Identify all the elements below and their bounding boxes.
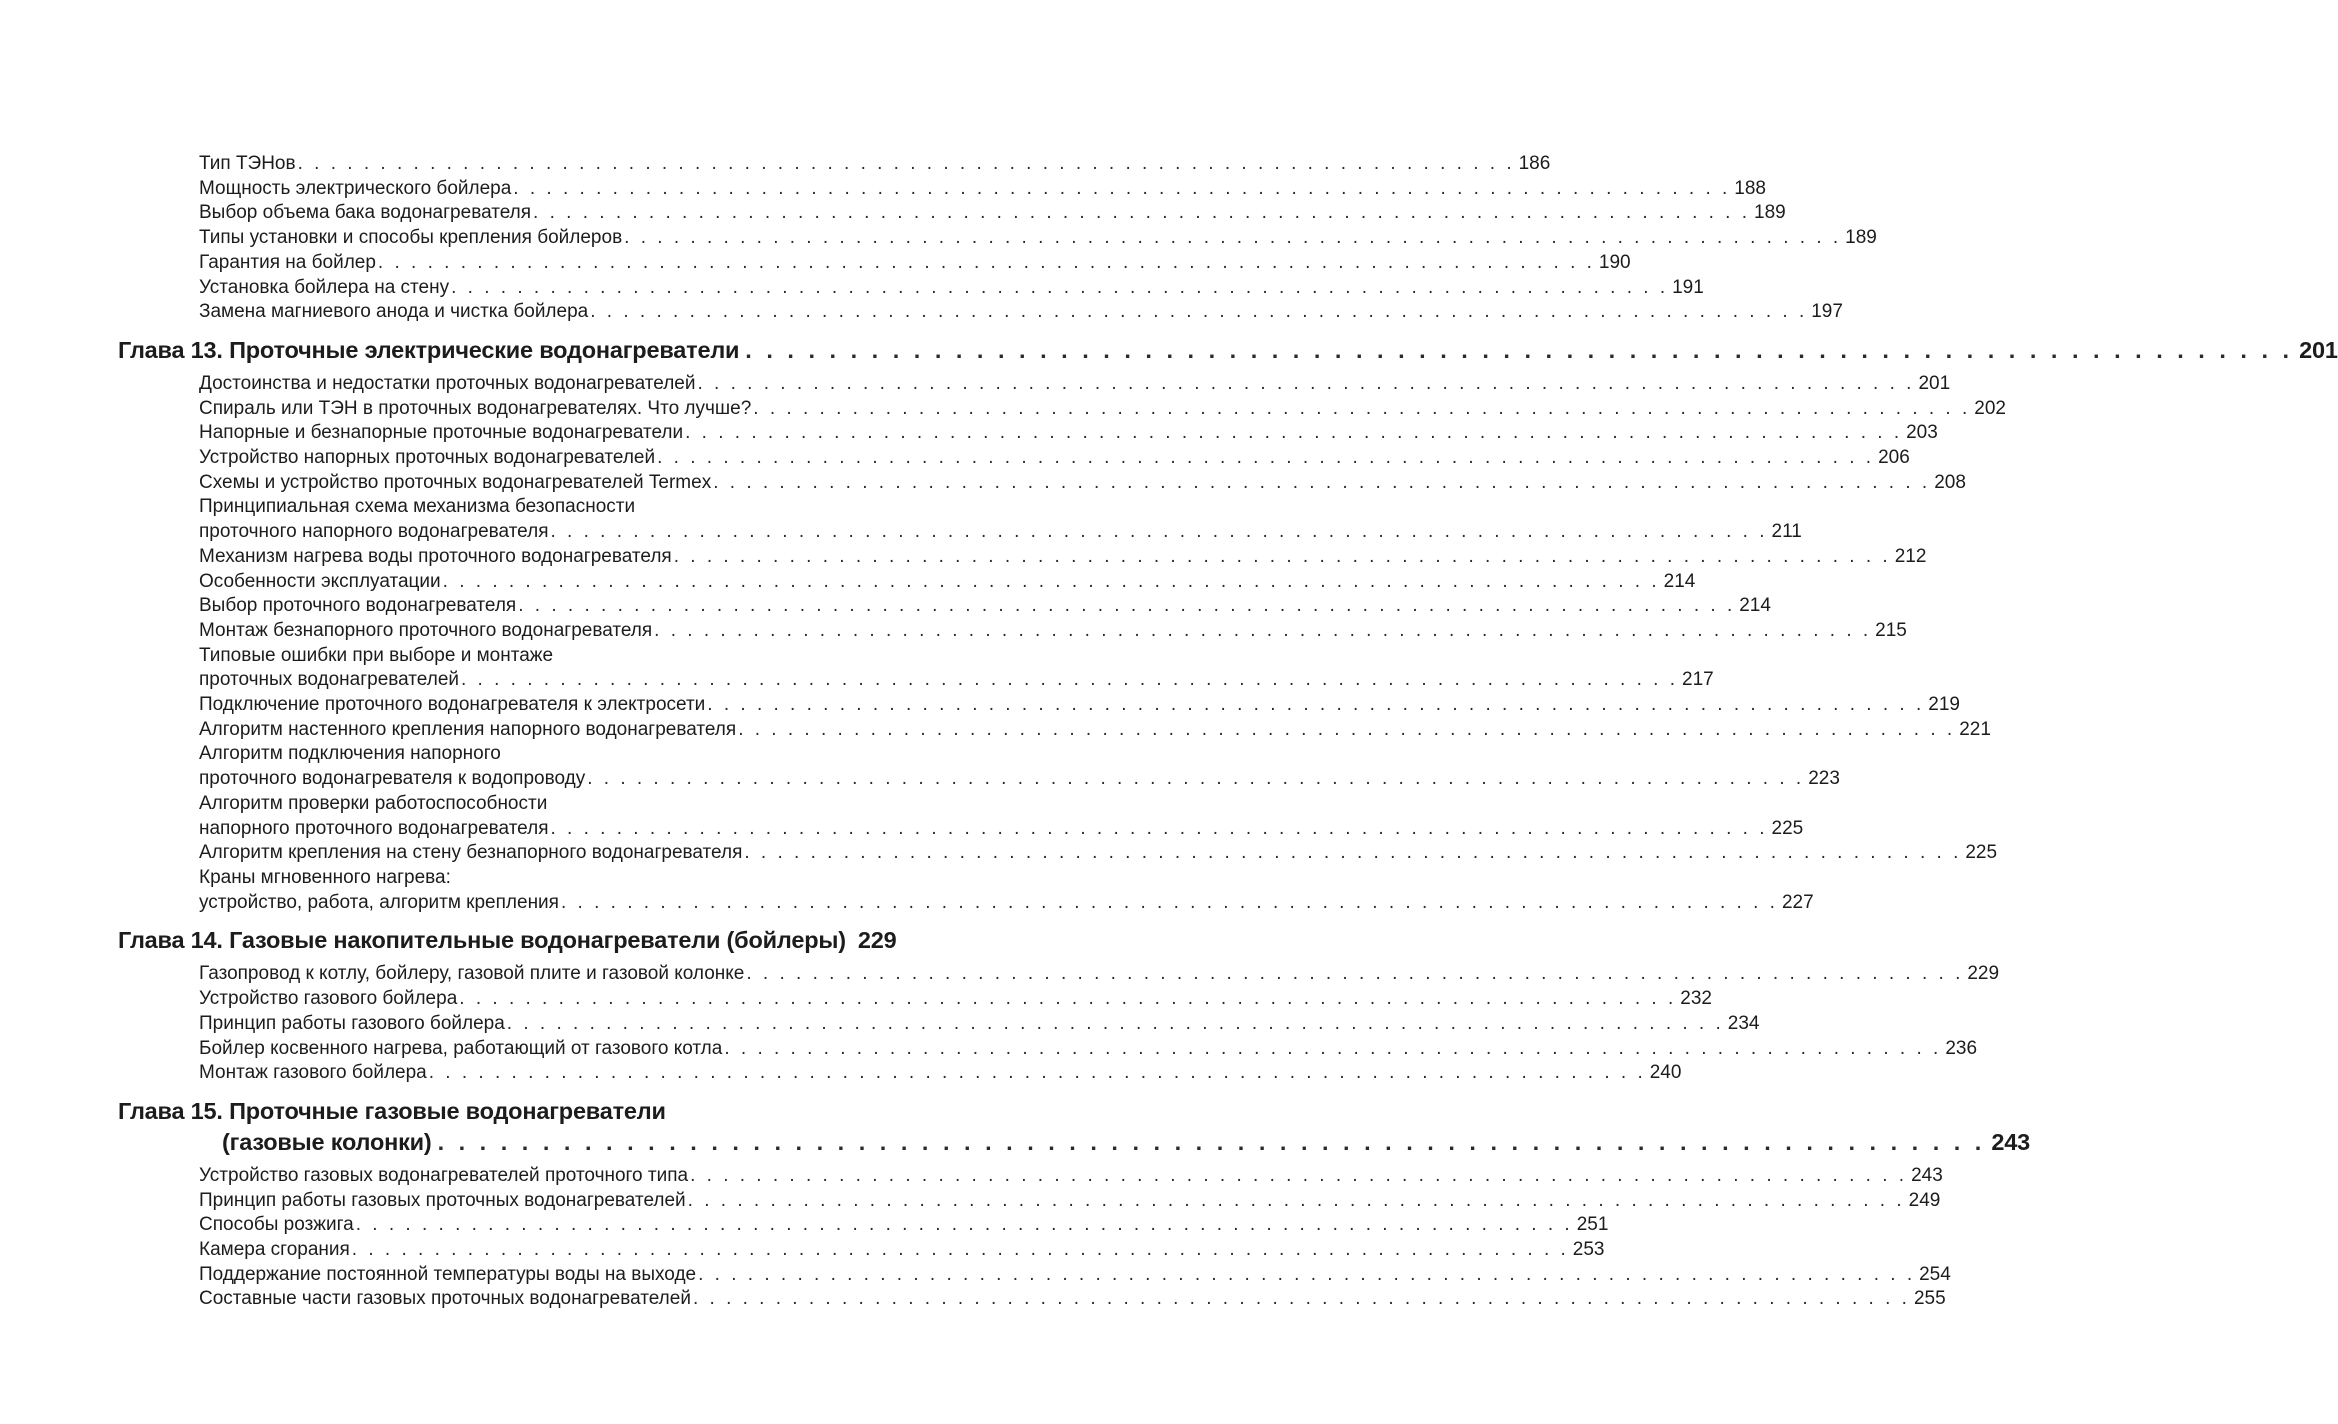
page-number: 225 (1965, 842, 1998, 864)
chapter-title-text: Глава 15. Проточные газовые водонагреватели (118, 1097, 666, 1124)
dot-leader: . . . . . . . . . . . . . . . . . . . . . . . . . . . . . . . . . . . . . . . . . . . . . . . . . . . . . . . . . . . . . . . . . . . . . . . . . . (297, 153, 1515, 174)
dot-leader: . . . . . . . . . . . . . . . . . . . . . . . . . . . . . . . . . . . . . . . . . . . . . . . . . . . . . . . . . . . . . . . . . . . . . . . . . . (685, 422, 1903, 444)
dot-leader: . . . . . . . . . . . . . . . . . . . . . . . . . . . . . . . . . . . . . . . . . . . . . . . . . . . . . . . . . . . . . . . . . . . . . . . . . . (697, 372, 1915, 394)
toc-entry-text: Напорные и безнапорные проточные водонагреватели (199, 422, 684, 444)
dot-leader: . . . . . . . . . . . . . . . . . . . . . . . . . . . . . . . . . . . . . . . . . . . . . . . . . . . . . . . . . . . . . . . . . . . . . . . . . . (724, 1037, 1942, 1059)
toc-entry-text: Принцип работы газовых проточных водонагревателей (199, 1189, 686, 1211)
toc-entry[interactable] (0, 177, 1766, 202)
page-number: 206 (1878, 447, 1910, 469)
dot-leader: . . . . . . . . . . . . . . . . . . . . . . . . . . . . . . . . . . . . . . . . . . . . . . . . . . . . . . . . . . . . . . . . . . . . . . . . . . (624, 227, 1842, 249)
toc-entry-text: Выбор проточного водонагревателя (199, 595, 517, 617)
toc-entry-text: Замена магниевого анода и чистка бойлера (199, 301, 589, 323)
toc-entry-text: Поддержание постоянной температуры воды на выходе (199, 1263, 697, 1285)
toc-entry-text: Спираль или ТЭН в проточных водонагревателях. Что лучше? (199, 397, 752, 419)
page-number: 201 (2299, 336, 2338, 363)
toc-entry-text: Мощность электрического бойлера (199, 177, 512, 199)
page-number: 251 (1576, 1214, 1609, 1236)
dot-leader: . . . . . . . . . . . . . . . . . . . . . . . . . . . . . . . . . . . . . . . . . . . . . . . . . . . . . . . . . . . . . . . . . . . . . . . . . . (355, 1214, 1573, 1236)
dot-leader: . . . . . . . . . . . . . . . . . . . . . . . . . . . . . . . . . . . . . . . . . . . . . . . . . . . . . . . . . . . . . . . . . . . . . . . . . . (587, 768, 1805, 790)
dot-leader: . . . . . . . . . . . . . . . . . . . . . . . . . . . . . . . . . . . . . . . . . . . . . . . . . . . . . . . . . . . . . . . . . . . . . . . . . . (698, 1263, 1916, 1285)
dot-leader: . . . . . . . . . . . . . . . . . . . . . . . . . . . . . . . . . . . . . . . . . . . . . . . . . . . . . . . . . . . . . . . . . . . . . . . . . . (692, 1288, 1910, 1310)
toc-entry[interactable] (0, 987, 1712, 1012)
toc-entry-text: проточного напорного водонагревателя (199, 521, 549, 543)
dot-leader: . . . . . . . . . . . . . . . . . . . . . . . . . . . . . . . . . . . . . . . . . . . . . . . . . . . . . . . . . . . . . . . . . . . . . . . . . . (518, 595, 1736, 617)
dot-leader: . . . . . . . . . . . . . . . . . . . . . . . . . . . . . . . . . . . . . . . . . . . . . . . . . . . . . . . . . . . . . . . . . . . . . . . . . . (738, 718, 1956, 740)
toc-entry-text: Устройство газовых водонагревателей проточного типа (199, 1164, 689, 1186)
toc-entry-text: напорного проточного водонагревателя (199, 817, 549, 839)
toc-entry[interactable] (0, 718, 1991, 743)
page-number: 214 (1739, 595, 1771, 617)
toc-entry-text: Механизм нагрева воды проточного водонагревателя (199, 545, 672, 567)
dot-leader: . . . . . . . . . . . . . . . . . . . . . . . . . . . . . . . . . . . . . . . . . . . . . . . . . . . . . . . . . . . . . . . . . . . . . . . . . . (713, 471, 1931, 493)
page-number: 243 (1991, 1128, 2030, 1155)
toc-entry-text: Бойлер косвенного нагрева, работающий от газового котла (199, 1037, 723, 1059)
toc-entry[interactable] (0, 520, 1802, 545)
toc-entry-line (0, 866, 880, 891)
page-number: 189 (1845, 227, 1877, 249)
toc-entry[interactable] (0, 545, 1927, 570)
page-number: 188 (1734, 177, 1766, 199)
toc-entry[interactable] (0, 841, 1998, 866)
toc-entry[interactable] (0, 446, 1910, 471)
chapter-title-text: Глава 14. Газовые накопительные водонагреватели (бойлеры) (118, 927, 846, 954)
dot-leader: . . . . . . . . . . . . . . . . . . . . . . . . . . . . . . . . . . . . . . . . . . . . . . . . . . . . . . . . . . . . . . . . . . . . . . . . . . (506, 1012, 1724, 1034)
toc-entry-text: Краны мгновенного нагрева: (199, 866, 451, 888)
toc-entry[interactable] (0, 693, 1960, 718)
page-number: 229 (857, 927, 897, 954)
toc-entry[interactable] (0, 767, 1840, 792)
toc-entry[interactable] (0, 817, 1804, 842)
toc-entry[interactable] (0, 226, 1877, 251)
toc-entry[interactable] (0, 1164, 1943, 1189)
toc-entry-text: Подключение проточного водонагревателя к электросети (199, 694, 706, 716)
toc-entry[interactable] (0, 372, 1951, 397)
toc-entry-line (0, 495, 880, 520)
toc-entry-text: Камера сгорания (199, 1239, 350, 1261)
dot-leader: . . . . . . . . . . . . . . . . . . . . . . . . . . . . . . . . . . . . . . . . . . . . . . . . . . . . . . . . . . . . . . . . . . . . . . . . . . (550, 817, 1768, 839)
page-number: 208 (1934, 471, 1966, 493)
chapter-heading[interactable] (0, 925, 897, 956)
dot-leader: . . . . . . . . . . . . . . . . . . . . . . . . . . . . . . . . . . . . . . . . . . . . . . . . . . . . . . . . . . . . . . . . . . . . . . . . . . (560, 891, 1778, 913)
dot-leader: . . . . . . . . . . . . . . . . . . . . . . . . . . . . . . . . . . . . . . . . . . . . . . . . . . . . . . . . . . . . . . . . . . . . . . . . . . (753, 397, 1971, 419)
page-number: 212 (1894, 545, 1927, 567)
dot-leader: . . . . . . . . . . . . . . . . . . . . . . . . . . . . . . . . . . . . . . . . . . . . . . . . . . . . . . . . . . . . . . . . . . . . . . . . . . (746, 963, 1964, 985)
toc-entry-text: Устройство газового бойлера (199, 988, 458, 1010)
toc-entry[interactable] (0, 152, 1551, 177)
table-of-contents (0, 152, 2338, 1312)
dot-leader: . . . . . . . . . . . . . . . . . . . . . . . . . . . . . . . . . . . . . . . . . . . . . . . . . . . . . . . . . . . . . . . . . . . . . . . . . . (744, 842, 1962, 864)
chapter-heading[interactable] (0, 335, 2338, 366)
dot-leader: . . . . . . . . . . . . . . . . . . . . . . . . . . . . . . . . . . . . . . . . . . . . . . . . . . . . . . . . . . . . . . . . . . . . . . . . . . (351, 1239, 1569, 1261)
toc-entry-text: Алгоритм настенного крепления напорного водонагревателя (199, 718, 737, 740)
toc-entry[interactable] (0, 1263, 1951, 1288)
toc-entry[interactable] (0, 668, 1714, 693)
page-number: 214 (1663, 570, 1696, 592)
chapter-heading[interactable] (0, 1127, 2030, 1158)
page-number: 255 (1913, 1288, 1946, 1310)
toc-entry[interactable] (0, 276, 1704, 301)
toc-entry-text: проточных водонагревателей (199, 669, 459, 691)
page-number: 254 (1919, 1263, 1951, 1285)
dot-leader: . . . . . . . . . . . . . . . . . . . . . . . . . . . . . . . . . . . . . . . . . . . . . . . . . . . . . . . . . . . . . . . . . . . . . . . . . . (707, 694, 1925, 716)
toc-entry-text: Принципиальная схема механизма безопасности (199, 496, 636, 518)
toc-entry[interactable] (0, 570, 1696, 595)
page-number: 189 (1754, 202, 1786, 224)
page-number: 240 (1649, 1062, 1682, 1084)
toc-entry[interactable] (0, 1012, 1760, 1037)
toc-entry[interactable] (0, 300, 1843, 325)
page-number: 234 (1727, 1012, 1760, 1034)
toc-entry-text: Устройство напорных проточных водонагревателей (199, 447, 656, 469)
toc-entry-text: Достоинства и недостатки проточных водонагревателей (199, 372, 696, 394)
dot-leader: . . . . . . . . . . . . . . . . . . . . . . . . . . . . . . . . . . . . . . . . . . . . . . . . . . . . . . . . . . . . . . . . . . . . . . . . . . (673, 545, 1891, 567)
page-number: 223 (1808, 768, 1840, 790)
dot-leader: . . . . . . . . . . . . . . . . . . . . . . . . . . . . . . . . . . . . . . . . . . . . . . . . . . . . . . . . . . . . . . . . . . . . . . . . . . (533, 202, 1751, 224)
page-number: 203 (1906, 422, 1938, 444)
page-number: 197 (1811, 301, 1843, 323)
page-number: 253 (1572, 1239, 1605, 1261)
toc-entry[interactable] (0, 891, 1814, 916)
chapter-title-text: Глава 13. Проточные электрические водонагреватели (118, 336, 740, 363)
toc-entry[interactable] (0, 1037, 1978, 1062)
chapter-title-line (0, 1096, 881, 1127)
toc-entry[interactable] (0, 1238, 1605, 1263)
dot-leader: . . . . . . . . . . . . . . . . . . . . . . . . . . . . . . . . . . . . . . . . . . . . . . . . . . . . . . . . . . . . . . . . . . . . . . . . . . (687, 1189, 1905, 1211)
toc-entry-line (0, 792, 880, 817)
toc-entry-text: Газопровод к котлу, бойлеру, газовой плите и газовой колонке (199, 963, 745, 985)
toc-entry[interactable] (0, 471, 1966, 496)
page-number: 201 (1918, 372, 1951, 394)
page-number: 227 (1781, 891, 1814, 913)
toc-entry-text: Способы розжига (199, 1214, 354, 1236)
dot-leader: . . . . . . . . . . . . . . . . . . . . . . . . . . . . . . . . . . . . . . . . . . . . . . . . . . . . . . . . . . . . . . . . . . . . . . . . . . (657, 447, 1875, 469)
toc-entry-text: Алгоритм крепления на стену безнапорного водонагревателя (199, 842, 743, 864)
page-number: 190 (1598, 251, 1631, 273)
toc-entry-text: Гарантия на бойлер (199, 251, 376, 273)
dot-leader: . . . . . . . . . . . . . . . . . . . . . . . . . . . . . . . . . . . . . . . . . . . . . . . . . . . . . . . . . . . . . . . . . . . . . . . . . . (459, 988, 1677, 1010)
page-number: 225 (1771, 817, 1804, 839)
toc-entry-text: Особенности эксплуатации (199, 570, 441, 592)
toc-entry-text: Алгоритм подключения напорного (199, 743, 501, 765)
dot-leader: . . . . . . . . . . . . . . . . . . . . . . . . . . . . . . . . . . . . . . . . . . . . . . . . . . . . . . . . . . . . . . . . . . . . . . . . . . (461, 669, 1678, 691)
toc-entry-line (0, 644, 880, 669)
dot-leader: . . . . . . . . . . . . . . . . . . . . . . . . . . . . . . . . . . . . . . . . . . . . . . . . . . . . . . . . . . . . . . . . . . . . . . . . . . (690, 1164, 1908, 1186)
toc-entry-text: Выбор объема бака водонагревателя (199, 202, 532, 224)
toc-entry-text: Тип ТЭНов (199, 153, 296, 174)
page-number: 219 (1928, 694, 1960, 716)
toc-entry[interactable] (0, 1213, 1609, 1238)
dot-leader: . . . . . . . . . . . . . . . . . . . . . . . . . . . . . . . . . . . . . . . . . . . . . . . . . . . . . . . . . . . . . . . . . . . . . . . . . . (377, 251, 1595, 273)
toc-entry-text: Составные части газовых проточных водонагревателей (199, 1288, 691, 1310)
toc-entry-text: Типовые ошибки при выборе и монтаже (199, 644, 554, 666)
page-number: 211 (1771, 521, 1802, 543)
dot-leader: . . . . . . . . . . . . . . . . . . . . . . . . . . . . . . . . . . . . . . . . . . . . . . . . . . . . . . . . . . . . . . . . . . . . . . . . . . (428, 1062, 1646, 1084)
toc-entry[interactable] (0, 421, 1938, 446)
toc-entry-text: Монтаж газового бойлера (199, 1062, 427, 1084)
toc-entry[interactable] (0, 619, 1907, 644)
toc-entry-text: устройство, работа, алгоритм крепления (199, 891, 559, 913)
dot-leader: . . . . . . . . . . . . . . . . . . . . . . . . . . . . . . . . . . . . . . . . . . . . . . . . . . . . . . . . . . . . . . . . . . . . . . . . . . (654, 619, 1872, 641)
toc-entry-line (0, 742, 880, 767)
page-number: 191 (1672, 276, 1704, 298)
page-number: 221 (1959, 718, 1991, 740)
page-number: 236 (1945, 1037, 1978, 1059)
toc-entry-text: Алгоритм проверки работоспособности (199, 792, 548, 814)
toc-entry[interactable] (0, 1061, 1682, 1086)
toc-entry-text: Принцип работы газового бойлера (199, 1012, 505, 1034)
toc-entry-text: Монтаж безнапорного проточного водонагревателя (199, 619, 653, 641)
toc-entry-text: Установка бойлера на стену (199, 276, 450, 298)
dot-leader: . . . . . . . . . . . . . . . . . . . . . . . . . . . . . . . . . . . . . . . . . . . . . . . . . . . . . . . . . . . . . . . . . . . . . . . . . . (451, 276, 1669, 298)
page-number: 202 (1974, 397, 2006, 419)
dot-leader: . . . . . . . . . . . . . . . . . . . . . . . . . . . . . . . . . . . . . . . . . . . . . . . . . . . . . . . . . . . . . . . . . . . . . . . . . . (437, 1128, 1986, 1155)
toc-entry[interactable] (0, 594, 1771, 619)
page-number: 215 (1875, 619, 1907, 641)
toc-entry[interactable] (0, 1287, 1946, 1312)
toc-entry[interactable] (0, 251, 1631, 276)
page-number: 217 (1682, 669, 1714, 691)
dot-leader: . . . . . . . . . . . . . . . . . . . . . . . . . . . . . . . . . . . . . . . . . . . . . . . . . . . . . . . . . . . . . . . . . . . . . . . . . . (513, 177, 1731, 199)
page-number: 249 (1908, 1189, 1941, 1211)
dot-leader: . . . . . . . . . . . . . . . . . . . . . . . . . . . . . . . . . . . . . . . . . . . . . . . . . . . . . . . . . . . . . . . . . . . . . . . . . . (442, 570, 1660, 592)
page-number: 229 (1967, 963, 2000, 985)
chapter-title-text: (газовые колонки) (222, 1128, 432, 1155)
dot-leader: . . . . . . . . . . . . . . . . . . . . . . . . . . . . . . . . . . . . . . . . . . . . . . . . . . . . . . . . . . . . . . . . . . . . . . . . . . (550, 521, 1768, 543)
toc-entry[interactable] (0, 962, 2000, 987)
page-number: 232 (1680, 988, 1712, 1010)
toc-entry[interactable] (0, 1189, 1941, 1214)
toc-entry[interactable] (0, 201, 1786, 226)
toc-entry-text: Схемы и устройство проточных водонагревателей Termex (199, 471, 712, 493)
toc-entry-text: проточного водонагревателя к водопроводу (199, 768, 586, 790)
dot-leader: . . . . . . . . . . . . . . . . . . . . . . . . . . . . . . . . . . . . . . . . . . . . . . . . . . . . . . . . . . . . . . . . . . . . . . . . . . (590, 301, 1808, 323)
toc-entry[interactable] (0, 397, 2006, 422)
page-number: 186 (1518, 153, 1551, 174)
toc-entry-text: Типы установки и способы крепления бойлеров (199, 227, 623, 249)
dot-leader: . . . . . . . . . . . . . . . . . . . . . . . . . . . . . . . . . . . . . . . . . . . . . . . . . . . . . . . . . . . . . . . . . . . . . . . . . . (745, 336, 2294, 363)
page-number: 243 (1911, 1164, 1943, 1186)
